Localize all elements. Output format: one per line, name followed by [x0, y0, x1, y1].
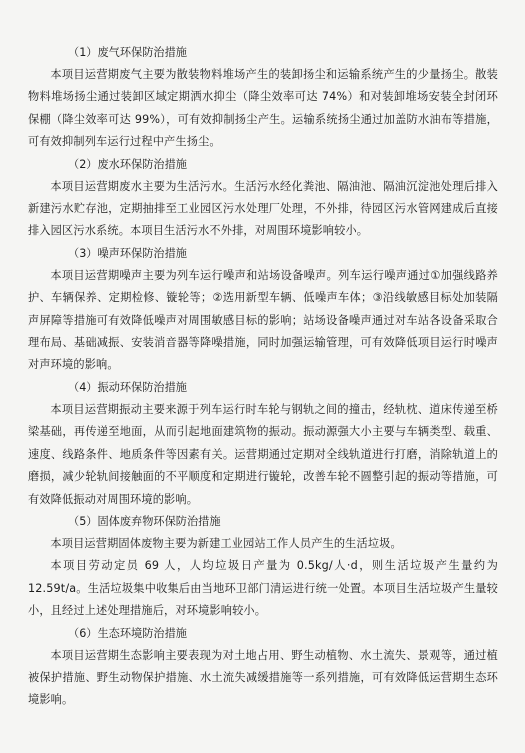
section-paragraph-waste-gas: 本项目运营期废气主要为散装物料堆场产生的装卸扬尘和运输系统产生的少量扬尘。散装物料堆场扬尘通过装卸区域定期洒水抑尘（降尘效率可达 74%）和对装卸堆场安装全封闭环保棚（降尘效率可达 99%），可有效抑制扬尘产生。运输系统扬尘通过加盖防水油布等措施，可有效抑制列车运行过程中产生扬尘。 — [28, 68, 498, 149]
section-heading-vibration: （4）振动环保防治措施 — [68, 380, 187, 394]
section-heading-solid-waste: （5）固体废弃物环保防治措施 — [68, 514, 221, 528]
section-paragraph-solid-waste: 本项目运营期固体废物主要为新建工业园站工作人员产生的生活垃圾。 — [50, 536, 402, 550]
section-paragraph-noise: 本项目运营期噪声主要为列车运行噪声和站场设备噪声。列车运行噪声通过①加强线路养护、车辆保养、定期检修、镟轮等；②选用新型车辆、低噪声车体；③沿线敏感目标处加装隔声屏障等措施可有效降低噪声对周围敏感目标的影响；站场设备噪声通过对车站各设备采取合理布局、基础减振、安装消音器等降噪措施，同时加强运输管理，可有效降低项目运行时噪声对声环境的影响。 — [28, 268, 498, 372]
document-body — [28, 42, 498, 712]
section-heading-waste-water: （2）废水环保防治措施 — [68, 157, 187, 171]
section-heading-waste-gas: （1）废气环保防治措施 — [68, 46, 187, 59]
section-paragraph-ecology: 本项目运营期生态影响主要表现为对土地占用、野生动植物、水土流失、景观等，通过植被保护措施、野生动物保护措施、水土流失减缓措施等一系列措施，可有效降低运营期生态环境影响。 — [28, 648, 498, 707]
section-heading-ecology: （6）生态环境防治措施 — [68, 626, 187, 640]
section-paragraph-solid-waste-detail: 本项目劳动定员 69 人，人均垃圾日产量为 0.5kg/人·d，则生活垃圾产生量约为 12.59t/a。生活垃圾集中收集后由当地环卫部门清运进行统一处置。本项目生活垃圾产生量较小，且经过上述处理措施后，对环境影响较小。 — [28, 559, 498, 618]
section-paragraph-waste-water: 本项目运营期废水主要为生活污水。生活污水经化粪池、隔油池、隔油沉淀池处理后排入新建污水贮存池，定期抽排至工业园区污水处理厂处理，不外排，待园区污水管网建成后直接排入园区污水系统。本项目生活污水不外排，对周围环境影响较小。 — [28, 179, 498, 238]
section-paragraph-vibration: 本项目运营期振动主要来源于列车运行时车轮与钢轨之间的撞击，经轨枕、道床传递至桥梁基础，再传递至地面，从而引起地面建筑物的振动。振动源强大小主要与车辆类型、载重、速度、线路条件、地质条件等因素有关。运营期通过定期对全线轨道进行打磨，消除轨道上的磨损，减少轮轨间接触面的不平顺度和定期进行镟轮，改善车轮不圆整引起的振动等措施，可有效降低振动对周围环境的影响。 — [28, 402, 498, 506]
section-heading-noise: （3）噪声环保防治措施 — [68, 246, 187, 260]
